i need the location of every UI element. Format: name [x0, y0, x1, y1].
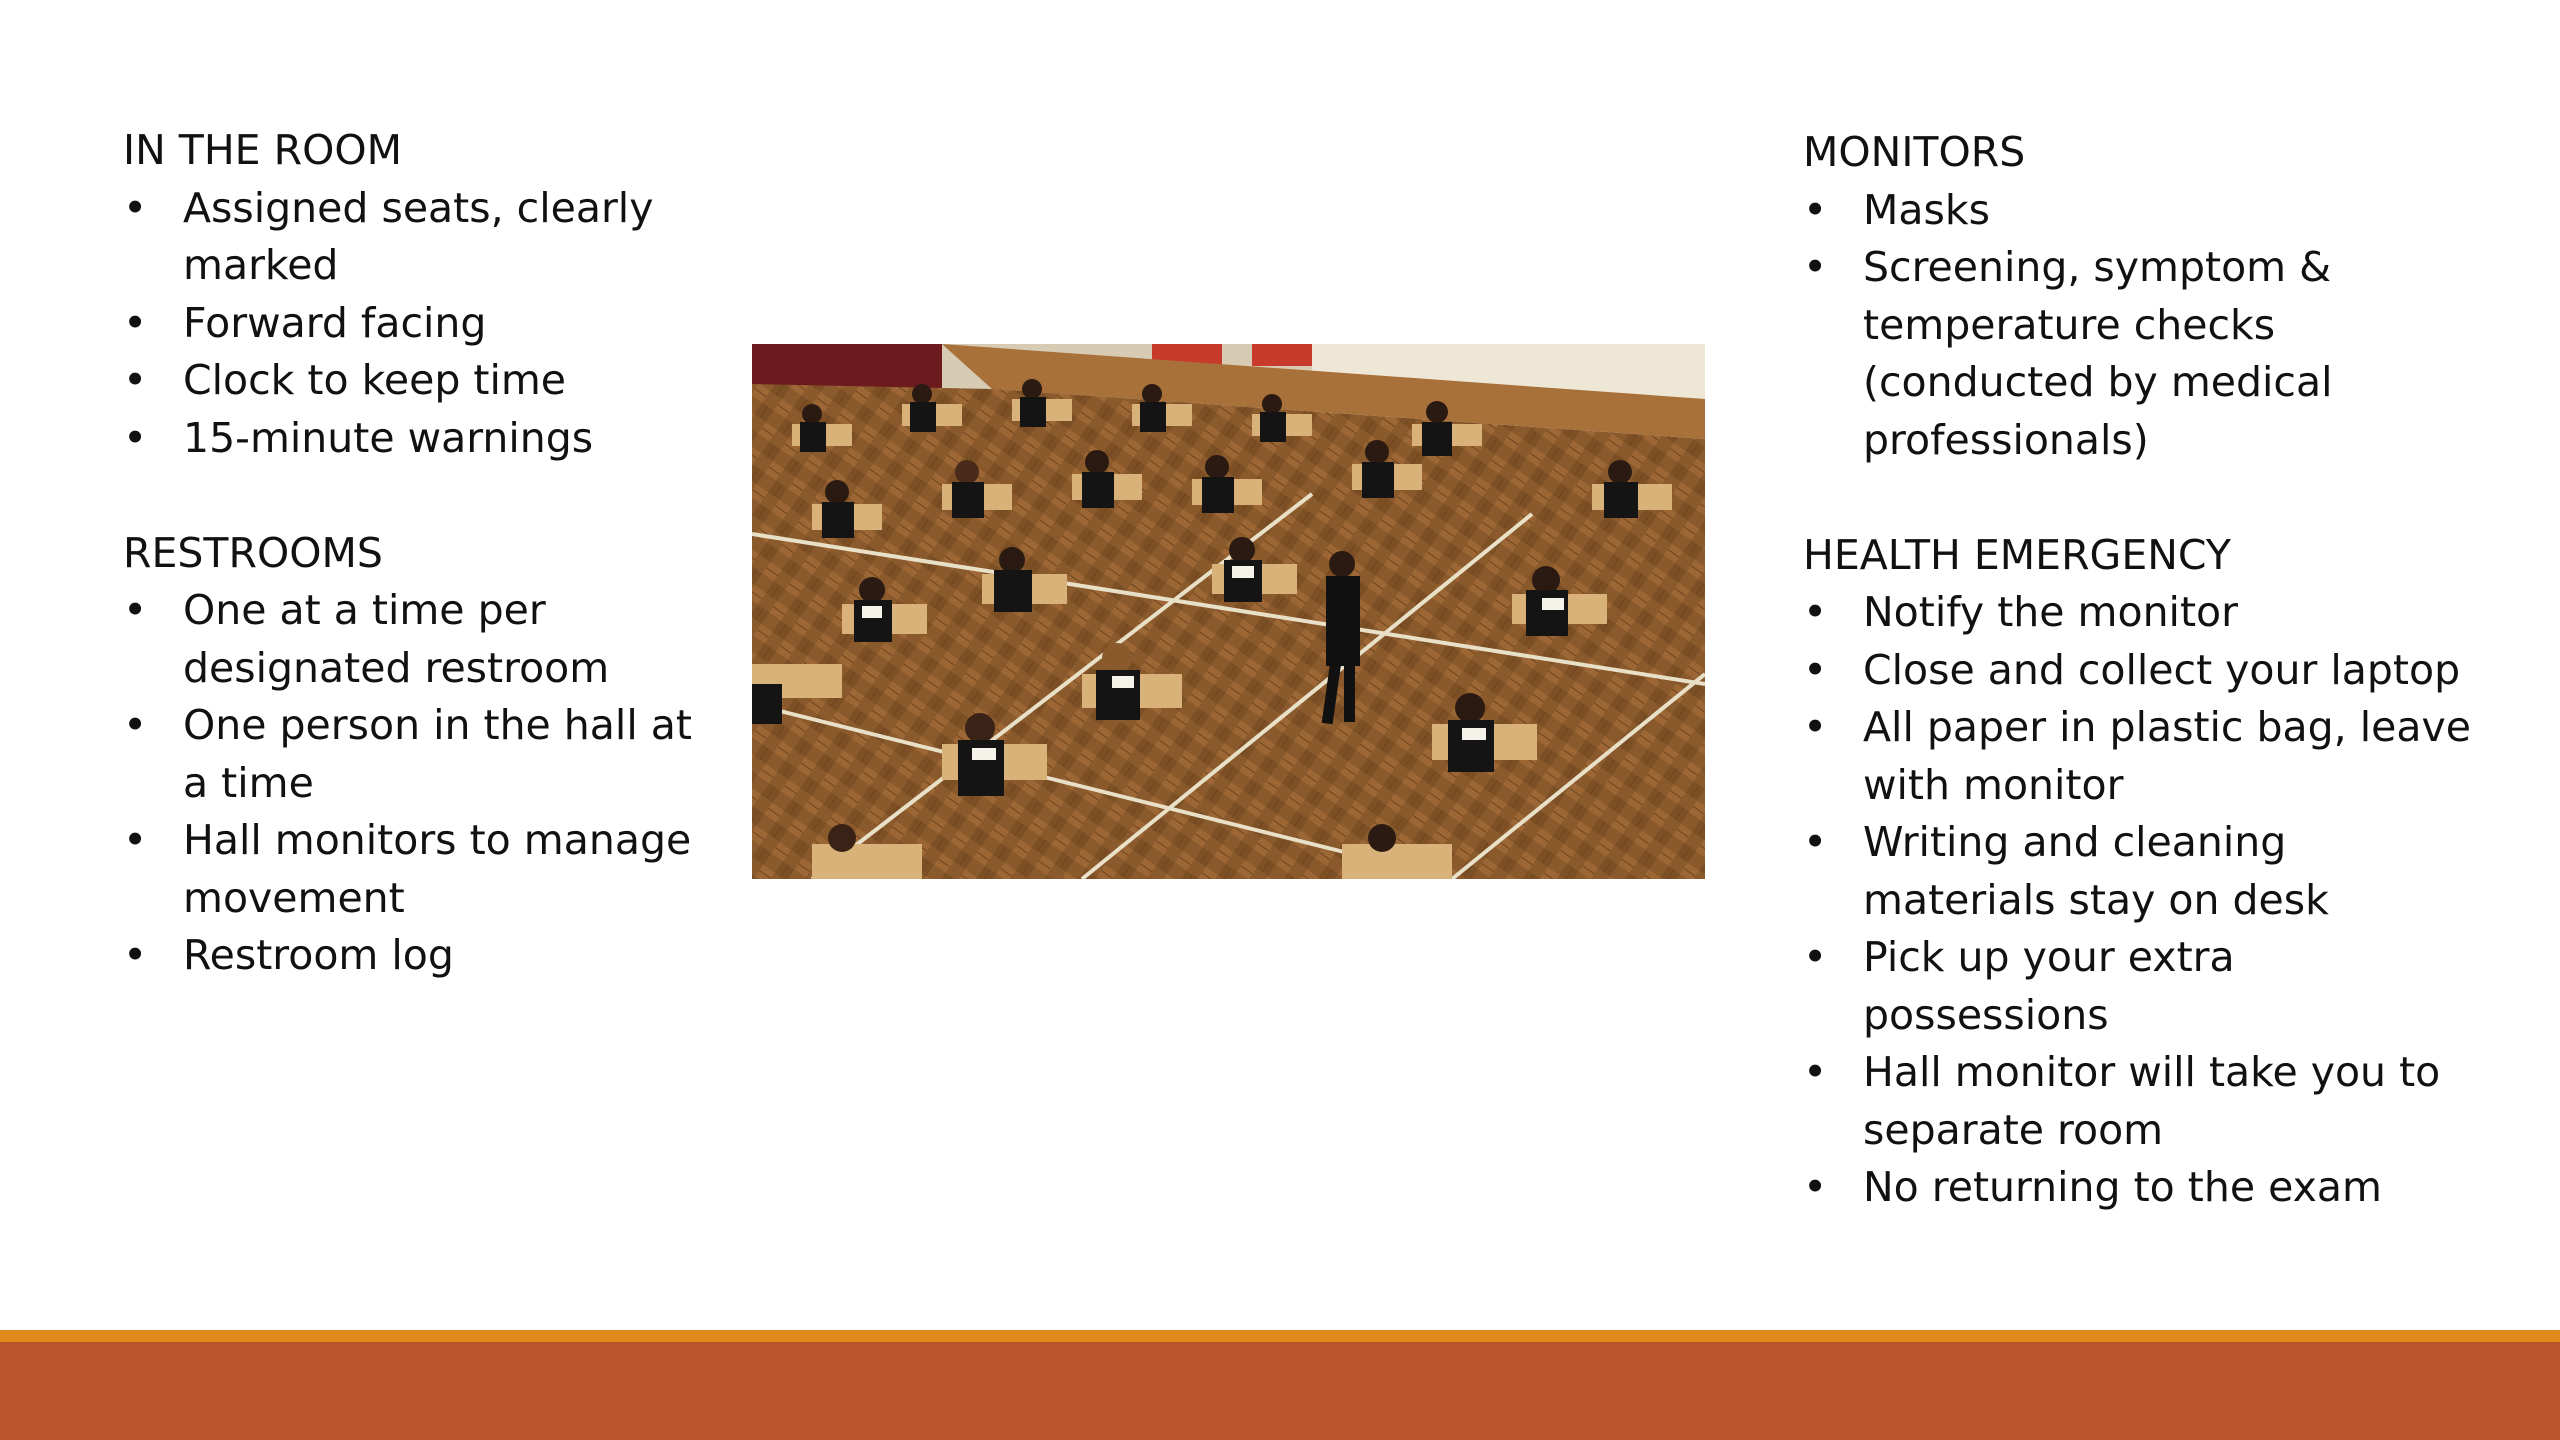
section-heading-health-emergency: HEALTH EMERGENCY: [1803, 530, 2231, 579]
list-item: • One person in the hall at a time: [123, 697, 723, 812]
bullet-icon: •: [123, 298, 148, 347]
list-item: • Hall monitors to manage movement: [123, 812, 723, 927]
section-heading-restrooms: RESTROOMS: [123, 528, 383, 577]
bullet-icon: •: [1803, 588, 1828, 636]
bullet-icon: •: [1803, 818, 1828, 866]
list-item: • Screening, symptom & temperature checks (conducted by medical professionals): [1803, 239, 2483, 469]
right-column: [1803, 124, 2483, 1274]
bullet-icon: •: [1803, 1048, 1828, 1096]
list-item: • No returning to the exam: [1803, 1159, 2483, 1217]
exam-hall-photo: [752, 344, 1705, 879]
list-item: • Notify the monitor: [1803, 584, 2483, 642]
list-item: • Hall monitor will take you to separate room: [1803, 1044, 2483, 1159]
bullet-icon: •: [123, 586, 148, 634]
bullet-icon: •: [123, 701, 148, 749]
footer-bar: [0, 1342, 2560, 1440]
list-item: • Clock to keep time: [123, 352, 723, 410]
bullet-icon: •: [123, 816, 148, 864]
bullet-icon: •: [123, 931, 148, 979]
exam-hall-illustration: [752, 344, 1705, 879]
list-item: • Pick up your extra possessions: [1803, 929, 2483, 1044]
bullet-icon: •: [1803, 645, 1828, 694]
section-heading-monitors: MONITORS: [1803, 128, 2026, 176]
list-item: • Restroom log: [123, 927, 723, 985]
list-item: • One at a time per designated restroom: [123, 582, 723, 697]
left-column: [123, 122, 723, 1042]
list-monitors: [1803, 182, 2483, 470]
list-health-emergency: [1803, 584, 2483, 1217]
list-in-the-room: [123, 180, 723, 468]
section-heading-in-the-room: IN THE ROOM: [123, 126, 403, 174]
bullet-icon: •: [1803, 243, 1828, 291]
list-item: • Forward facing: [123, 295, 723, 353]
bullet-icon: •: [1803, 185, 1828, 234]
bullet-icon: •: [123, 183, 148, 232]
bullet-icon: •: [1803, 933, 1828, 981]
bullet-icon: •: [1803, 1163, 1828, 1211]
bullet-icon: •: [123, 356, 148, 404]
list-item: • Writing and cleaning materials stay on desk: [1803, 814, 2483, 929]
list-item: • Close and collect your laptop: [1803, 642, 2483, 700]
footer-accent-line: [0, 1330, 2560, 1342]
bullet-icon: •: [1803, 703, 1828, 751]
list-item: • Assigned seats, clearly marked: [123, 180, 723, 295]
list-item: • All paper in plastic bag, leave with monitor: [1803, 699, 2483, 814]
bullet-icon: •: [123, 413, 148, 462]
list-restrooms: [123, 582, 723, 985]
list-item: • Masks: [1803, 182, 2483, 240]
list-item: • 15-minute warnings: [123, 410, 723, 468]
